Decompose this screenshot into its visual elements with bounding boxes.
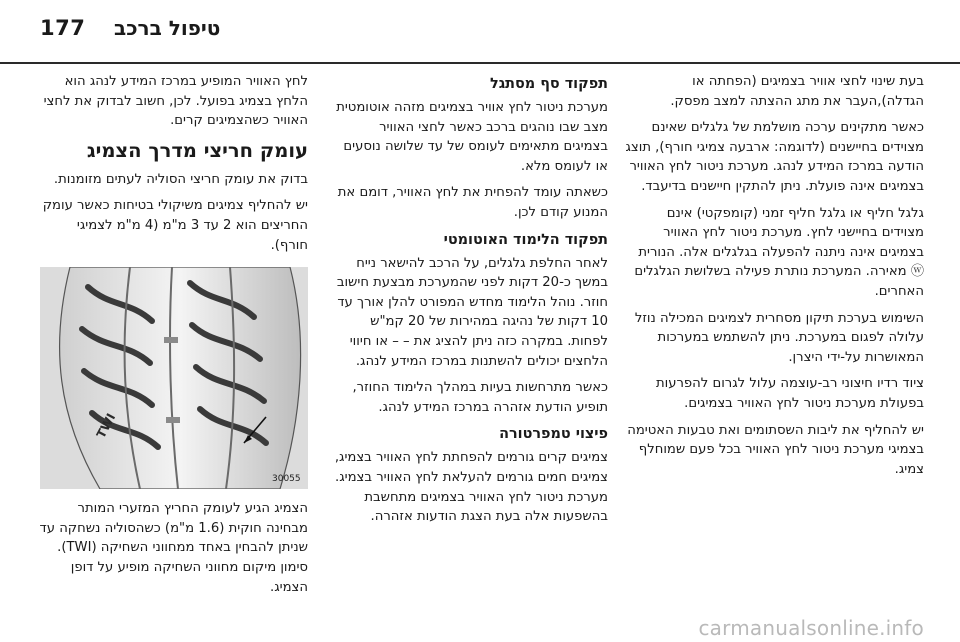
twi-marker-label: TWI: [93, 411, 119, 441]
paragraph: לחץ האוויר המופיע במרכז המידע לנהג הוא הלחץ בצמיג בפועל. לכן, חשוב לבדוק את לחצי האוויר כשהצמיגים קרים.: [43, 74, 308, 129]
left-column: [36, 72, 308, 604]
middle-column: [332, 72, 608, 534]
heading-temperature-compensation: פיצוי טמפרטורה: [499, 426, 608, 443]
paragraph: יש להחליף את ליבות השסתומים ואת טבעות האטימה בצמיגי מערכת ניטור לחץ האוויר בכל פעם שמוחלף צמיג.: [627, 422, 924, 477]
right-column: [624, 72, 924, 486]
paragraph: מערכת ניטור לחץ אוויר בצמיגים מזהה אוטומטית מצב שבו נוהגים ברכב כאשר לחצי האוויר בצמיגים מתאימים לעומס של עד שלושה נוסעים או לעומס מלא.: [336, 100, 608, 174]
paragraph: כאשר מתרחשות בעיות במהלך הלימוד החוזר, תופיע הודעת אזהרה במרכז המידע לנהג.: [352, 380, 608, 415]
paragraph: ציוד רדיו חיצוני רב-עוצמה עלול לגרום להפרעות בפעולת מערכת ניטור לחץ האוויר בצמיגים.: [655, 376, 924, 411]
paragraph: בעת שינוי לחצי אוויר בצמיגים (הפחתה או הגדלה),העבר את מתג ההצתה למצב מפסק.: [670, 74, 924, 109]
paragraph: יש להחליף צמיגים משיקולי בטיחות כאשר עומק החריצים הוא 2 עד 3 מ"מ (4 מ"מ לצמיגי חורף).: [42, 198, 308, 253]
paragraph: השימוש בערכת תיקון מסחרית לצמיגים המכילה נוזל עלולה לפגום במערכת. ניתן להשתמש במערכות המאושרות על-ידי היצרן.: [634, 310, 924, 365]
page-number: 177: [40, 16, 86, 40]
paragraph: בדוק את עומק חריצי הסוליה לעתים מזומנות.: [53, 171, 308, 187]
paragraph: הצמיג הגיע לעומק החריץ המזערי המותר מבחינה חוקית (1.6 מ"מ) כשהסוליה נשחקה עד שניתן להבחין באחד ממחווני השחיקה (TWI). סימון מיקום מחווני השחיקה מופיע על דופן הצמיג.: [39, 501, 308, 595]
section-title: טיפול ברכב: [114, 16, 221, 40]
tire-tread-illustration: [40, 267, 308, 489]
tire-tread-figure: [40, 267, 308, 489]
paragraph: צמיגים קרים גורמים להפחתת לחץ האוויר בצמיג, צמיגים חמים גורמים להעלאת לחץ האוויר בצמיג. מערכת ניטור לחץ האוויר בצמיגים מתחשבת בהשפעות אלה בעת הצגת הודעות אזהרה.: [334, 450, 608, 525]
paragraph: כשאתה עומד להפחית את לחץ האוויר, דומם את המנוע קודם לכן.: [337, 185, 608, 220]
page-header: [0, 0, 960, 62]
paragraph: כאשר מתקינים ערכה מושלמת של גלגלים שאינם מצוידים בחיישנים (לדוגמה: ארבעה צמיגי חורף), תוצג הודעה במרכז המידע לנהג. מערכת ניטור לחץ האוויר בצמיגים אינה פועלת. ניתן להתקין חיישנים בדיעבד.: [625, 120, 924, 194]
watermark: carmanualsonline.info: [698, 616, 924, 640]
paragraph: לאחר החלפת גלגלים, על הרכב להישאר נייח במשך כ-20 דקות לפני שהמערכת מבצעת חישוב חוזר. נוהל הלימוד מחדש המפורט להלן אורך עד 10 דקות של נהיגה במהירות של 20 קמ"ש לפחות. במקרה כזה ניתן להציג את – – או חיווי הלחצים יכולים להשתנות במרכז המידע לנהג.: [336, 255, 608, 369]
paragraph: גלגל חליף או גלגל חליף זמני (קומפקטי) אינם מצוידים בחיישני לחץ. מערכת ניטור לחץ האוויר בצמיגים אינה ניתנה להפעלה בגלגלים אלה. הנורית ⓦ מאירה. המערכת נותרת פעילה בשלושת הגלגלים האחרים.: [634, 205, 924, 299]
header-rule: [0, 62, 960, 64]
figure-number: 30055: [272, 474, 301, 485]
heading-tread-depth: עומק חריצי מדרך הצמיג: [86, 138, 308, 162]
heading-auto-learning: תפקוד הלימוד האוטומטי: [443, 231, 608, 248]
heading-adaptive-threshold: תפקוד סף מסתגל: [490, 76, 608, 92]
